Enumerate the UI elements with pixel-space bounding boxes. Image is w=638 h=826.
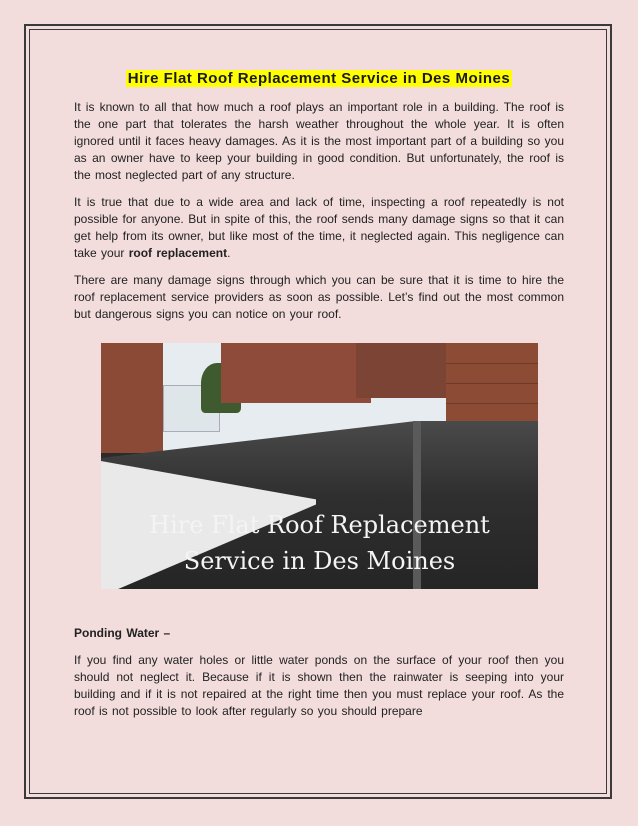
image-house-right [356,343,446,398]
image-brick-line [446,403,538,404]
image-brick-line [446,363,538,364]
negligence-period: . [227,246,231,260]
negligence-paragraph [74,194,564,262]
image-brick-line [446,383,538,384]
damage-signs-paragraph: There are many damage signs through which you can be sure that it is time to hire the roof replacement service providers as soon as possible. Let’s find out the most common but dangerous signs you can notice on your roof. [74,273,564,321]
intro-paragraph: It is known to all that how much a roof plays an important role in a building. The roof is the one part that tolerates the harsh weather throughout the whole year. It is often ignored until it faces heavy damages. As it is the most important part of a building so you as an owner have to keep your building in good condition. But unfortunately, the roof is the most neglected part of any structure. [74,100,564,182]
highlighted-title: Hire Flat Roof Replacement Service in Des Moines [127,70,511,87]
image-caption [101,507,538,579]
image-house-center [221,343,371,403]
section-heading: Ponding Water – [74,626,171,640]
ponding-paragraph: If you find any water holes or little water ponds on the surface of your roof then you should not neglect it. Because if it is shown then the rainwater is seeping into your building and if it is not repaired at the right time then you must replace your roof. As the roof is not possible to look after regularly so you should prepare [74,653,564,718]
image-caption-line2: Service in Des Moines [183,547,456,575]
page-title [74,70,564,87]
document-body [74,70,564,730]
negligence-text: It is true that due to a wide area and lack of time, inspecting a roof repeatedly is not possible for anyone. But in spite of this, the roof sends many damage signs so that it can get help from its owner, but like most of the time, it neglected again. This negligence can take your [74,195,564,260]
roof-replacement-link[interactable]: roof replacement [128,246,228,260]
hero-image [101,343,538,589]
image-house-left [101,343,163,453]
image-caption-line1: Hire Flat Roof Replacement [149,511,490,539]
